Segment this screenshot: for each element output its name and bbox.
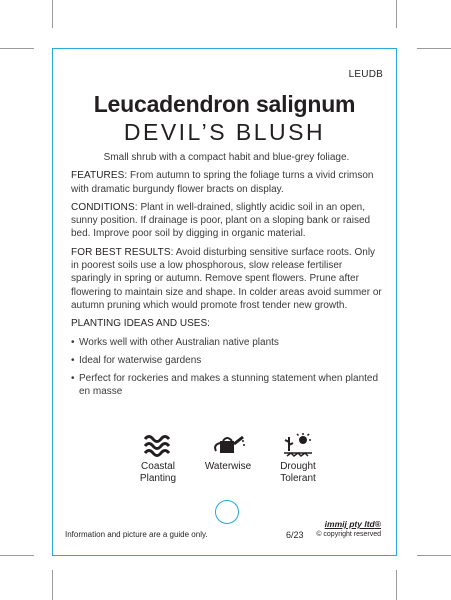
icon-label: Drought Tolerant <box>280 461 316 484</box>
best-results-text: Avoid disturbing sensitive surface roots. Only in poorest soils use a low phosphorous, slow release fertiliser sparingly in spring or autumn. Remove spent flowers. Prune after flowering to maintain size and shape. In colder areas avoid summer or autumn pruning which would promote frost tender new growth. <box>71 246 382 311</box>
waterwise-attribute <box>193 433 263 473</box>
watering-can-icon <box>210 433 246 457</box>
crop-mark <box>417 555 451 556</box>
icon-label: Coastal Planting <box>139 461 177 484</box>
registered-mark: ® <box>374 519 381 529</box>
intro-text: Small shrub with a compact habit and blue-grey foliage. <box>103 152 350 163</box>
best-results-heading: FOR BEST RESULTS: <box>71 246 174 258</box>
attribute-icons <box>123 433 333 493</box>
drought-sun-icon <box>283 433 313 457</box>
crop-mark <box>396 0 397 28</box>
description <box>71 151 382 404</box>
copyright-notice: © copyright reserved <box>316 531 381 538</box>
features-paragraph <box>71 169 382 196</box>
conditions-text: Plant in well-drained, slightly acidic soil in an open, sunny position. If drainage is poor, plant on a sloping bank or raised bed. Improve poor soil by digging in organic material. <box>71 201 371 240</box>
planting-list <box>71 336 382 399</box>
disclaimer: Information and picture are a guide only. <box>65 530 208 539</box>
conditions-heading: CONDITIONS: <box>71 201 138 213</box>
crop-mark <box>52 0 53 28</box>
version-code: 6/23 <box>286 530 304 540</box>
brand-name <box>325 519 381 529</box>
list-item: • Ideal for waterwise gardens <box>71 354 382 367</box>
drought-tolerant-attribute <box>263 433 333 485</box>
planting-heading: PLANTING IDEAS AND USES: <box>71 318 210 330</box>
conditions-paragraph <box>71 201 382 241</box>
hang-hole-circle <box>215 500 239 524</box>
crop-mark <box>417 48 451 49</box>
list-item: • Works well with other Australian native plants <box>71 336 382 349</box>
plant-label <box>52 48 397 556</box>
botanical-name: Leucadendron salignum <box>93 91 356 117</box>
features-heading: FEATURES: <box>71 170 128 182</box>
crop-mark <box>0 555 34 556</box>
brand-text: immij pty ltd <box>324 519 375 529</box>
features-text: From autumn to spring the foliage turns a vivid crimson with dramatic burgundy flower bracts on display. <box>71 170 374 195</box>
list-item: • Perfect for rockeries and makes a stunning statement when planted en masse <box>71 372 382 399</box>
icon-label: Waterwise <box>204 461 252 472</box>
cultivar-name: DEVIL’S BLUSH <box>123 119 326 145</box>
best-results-paragraph <box>71 246 382 312</box>
waves-icon <box>143 433 173 457</box>
crop-mark <box>396 570 397 600</box>
crop-mark <box>52 570 53 600</box>
crop-mark <box>0 48 34 49</box>
coastal-planting-attribute <box>123 433 193 485</box>
product-code: LEUDB <box>348 69 383 80</box>
